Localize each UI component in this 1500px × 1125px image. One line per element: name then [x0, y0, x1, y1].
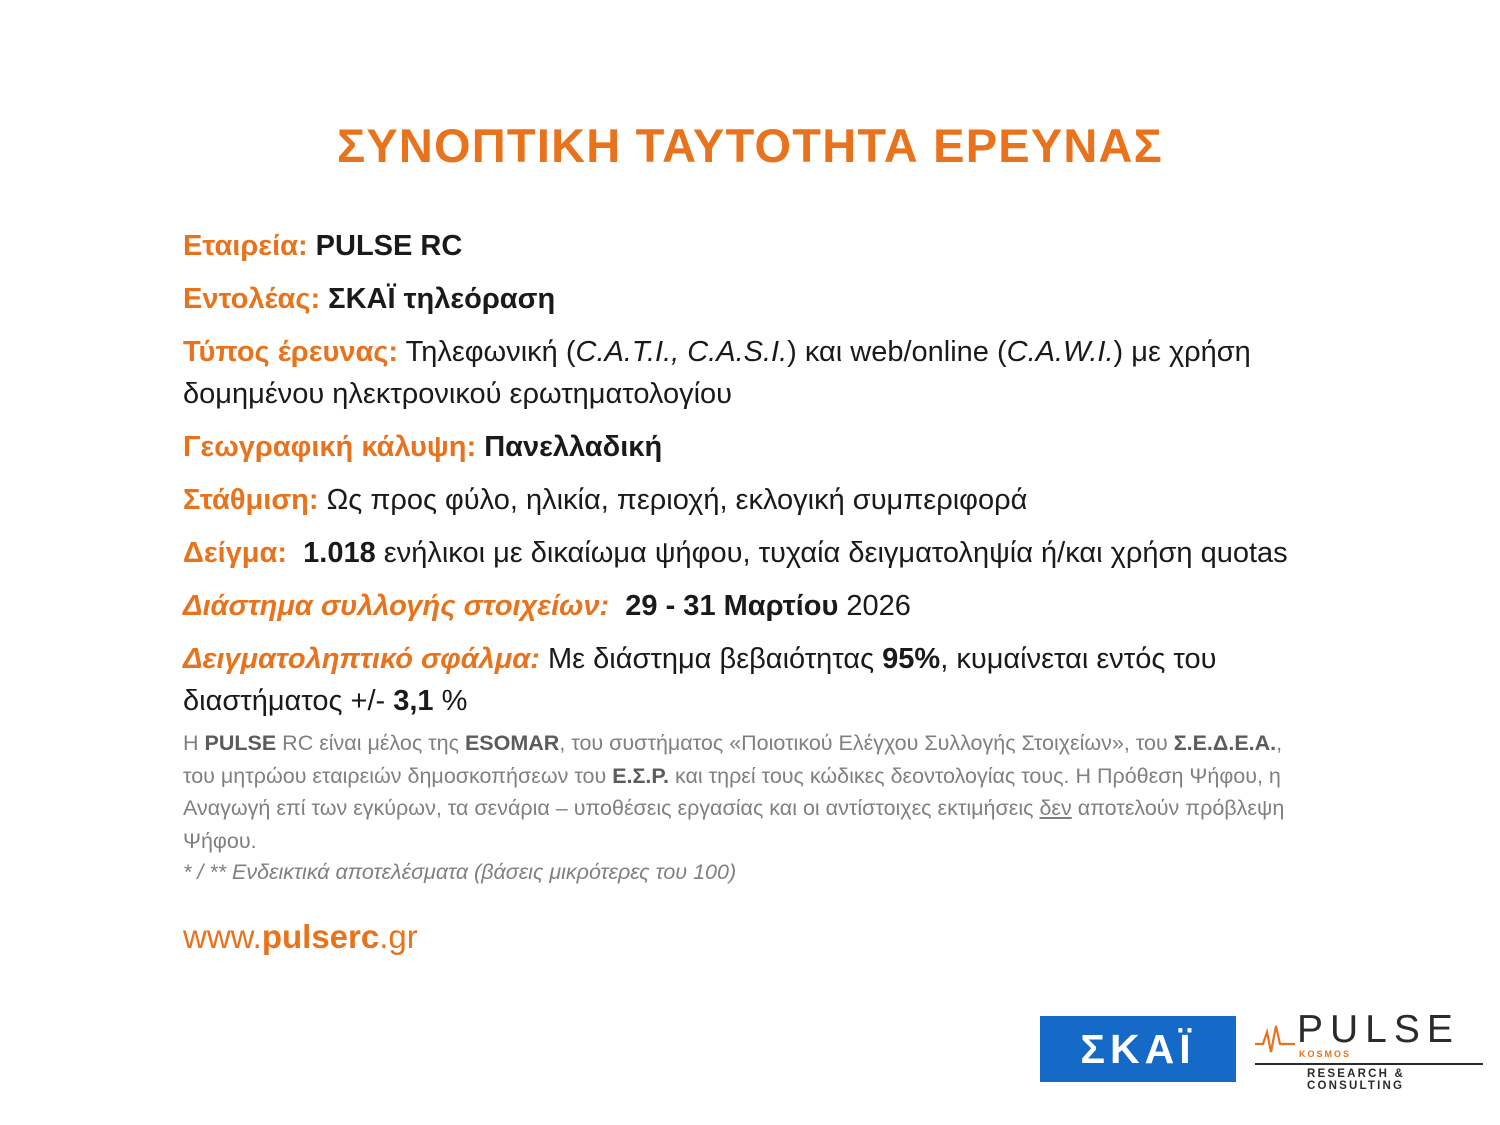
- field-error-label: Δειγματοληπτικό σφάλμα:: [183, 643, 540, 676]
- field-client-label: Εντολέας:: [183, 283, 321, 316]
- field-company-value: PULSE RC: [315, 230, 463, 262]
- field-survey-type-label: Τύπος έρευνας:: [183, 336, 399, 369]
- field-survey-type-text-2: ) και web/online (: [787, 336, 1007, 369]
- note-part-3: , του συστήματος «Ποιοτικού Ελέγχου Συλλογής Στοιχείων», του: [559, 731, 1174, 755]
- field-weighting-label: Στάθμιση:: [183, 484, 319, 517]
- field-sample-value: ενήλικοι με δικαίωμα ψήφου, τυχαία δειγματοληψία ή/και χρήση quotas: [383, 537, 1288, 570]
- field-survey-type-italic-2: C.A.W.I.: [1006, 336, 1114, 369]
- field-period-month: Μαρτίου: [723, 590, 839, 623]
- field-survey-type-text-3: ) με χρήση δομημένου ηλεκτρονικού ερωτηματολογίου: [183, 336, 1251, 411]
- pulse-logo-subtitle: RESEARCH & CONSULTING: [1307, 1068, 1406, 1092]
- field-period-days: 29 - 31: [625, 590, 716, 623]
- note-part-5: και τηρεί τους κώδικες δεοντολογίας τους. Η Πρόθεση Ψήφου, η Αναγωγή επί των εγκύρων, τα σενάρια – υποθέσεις εργασίας και οι αντίστοιχες εκτιμήσεις: [183, 763, 1281, 821]
- field-coverage: [183, 426, 1313, 468]
- note-part-1: Η: [183, 731, 205, 755]
- disclaimer-note: [183, 727, 1308, 858]
- field-weighting-value: Ως προς φύλο, ηλικία, περιοχή, εκλογική συμπεριφορά: [326, 484, 1028, 517]
- field-period-label: Διάστημα συλλογής στοιχείων:: [183, 590, 610, 623]
- note-bold-pulse: PULSE: [204, 731, 277, 755]
- field-survey-type-italic-1: C.A.T.I., C.A.S.I.: [575, 336, 788, 369]
- field-sample-size: 1.018: [303, 537, 376, 570]
- field-client: [183, 278, 1313, 320]
- skai-logo: [1040, 1016, 1236, 1082]
- website-link[interactable]: [183, 918, 418, 956]
- url-prefix: www.: [183, 918, 262, 955]
- pulse-logo-kosmos: KOSMOS: [1299, 1049, 1352, 1059]
- field-sampling-error: [183, 638, 1313, 722]
- field-survey-type-text-1: Τηλεφωνική (: [405, 336, 576, 369]
- field-sample-label: Δείγμα:: [183, 537, 288, 570]
- field-company: [183, 225, 1313, 267]
- pulse-logo-word: PULSE: [1297, 1008, 1460, 1051]
- url-domain: pulserc: [261, 918, 380, 955]
- pulse-logo: [1255, 1008, 1483, 1100]
- field-coverage-value: Πανελλαδική: [484, 431, 663, 464]
- field-error-confidence: 95%: [882, 643, 941, 676]
- field-fieldwork-period: [183, 585, 1313, 627]
- field-weighting: [183, 479, 1313, 521]
- survey-identity-block: [183, 225, 1313, 733]
- note-part-6: αποτελούν πρόβλεψη Ψήφου.: [183, 796, 1285, 854]
- field-survey-type: [183, 331, 1313, 415]
- field-error-margin: 3,1: [393, 685, 434, 718]
- field-company-label: Εταιρεία:: [183, 230, 308, 262]
- pulse-wave-icon: [1255, 1022, 1295, 1056]
- url-suffix: .gr: [379, 918, 418, 955]
- note-bold-esomar: ESOMAR: [464, 731, 560, 755]
- page-title: ΣΥΝΟΠΤΙΚΗ ΤΑΥΤΟΤΗΤΑ ΕΡΕΥΝΑΣ: [336, 119, 1164, 172]
- note-part-2: RC είναι μέλος της: [276, 731, 465, 755]
- note-part-4: , του μητρώου εταιρειών δημοσκοπήσεων του: [183, 731, 1283, 788]
- field-error-unit: %: [441, 685, 468, 718]
- field-error-text-2: , κυμαίνεται εντός του διαστήματος +/-: [183, 643, 1217, 718]
- footnote: * / ** Ενδεικτικά αποτελέσματα (βάσεις μικρότερες του 100): [183, 860, 737, 884]
- pulse-logo-divider: [1255, 1063, 1483, 1065]
- field-client-value: ΣΚΑΪ τηλεόραση: [328, 283, 556, 316]
- field-coverage-label: Γεωγραφική κάλυψη:: [183, 431, 477, 464]
- note-bold-esr: Ε.Σ.Ρ.: [612, 763, 669, 788]
- note-underline-den: δεν: [1039, 796, 1072, 821]
- field-period-year: 2026: [846, 590, 911, 623]
- note-bold-sedea: Σ.Ε.Δ.Ε.Α.: [1173, 731, 1277, 755]
- field-error-text-1: Με διάστημα βεβαιότητας: [548, 643, 875, 676]
- skai-logo-text: ΣΚΑΪ: [1080, 1025, 1196, 1072]
- field-sample: [183, 532, 1313, 574]
